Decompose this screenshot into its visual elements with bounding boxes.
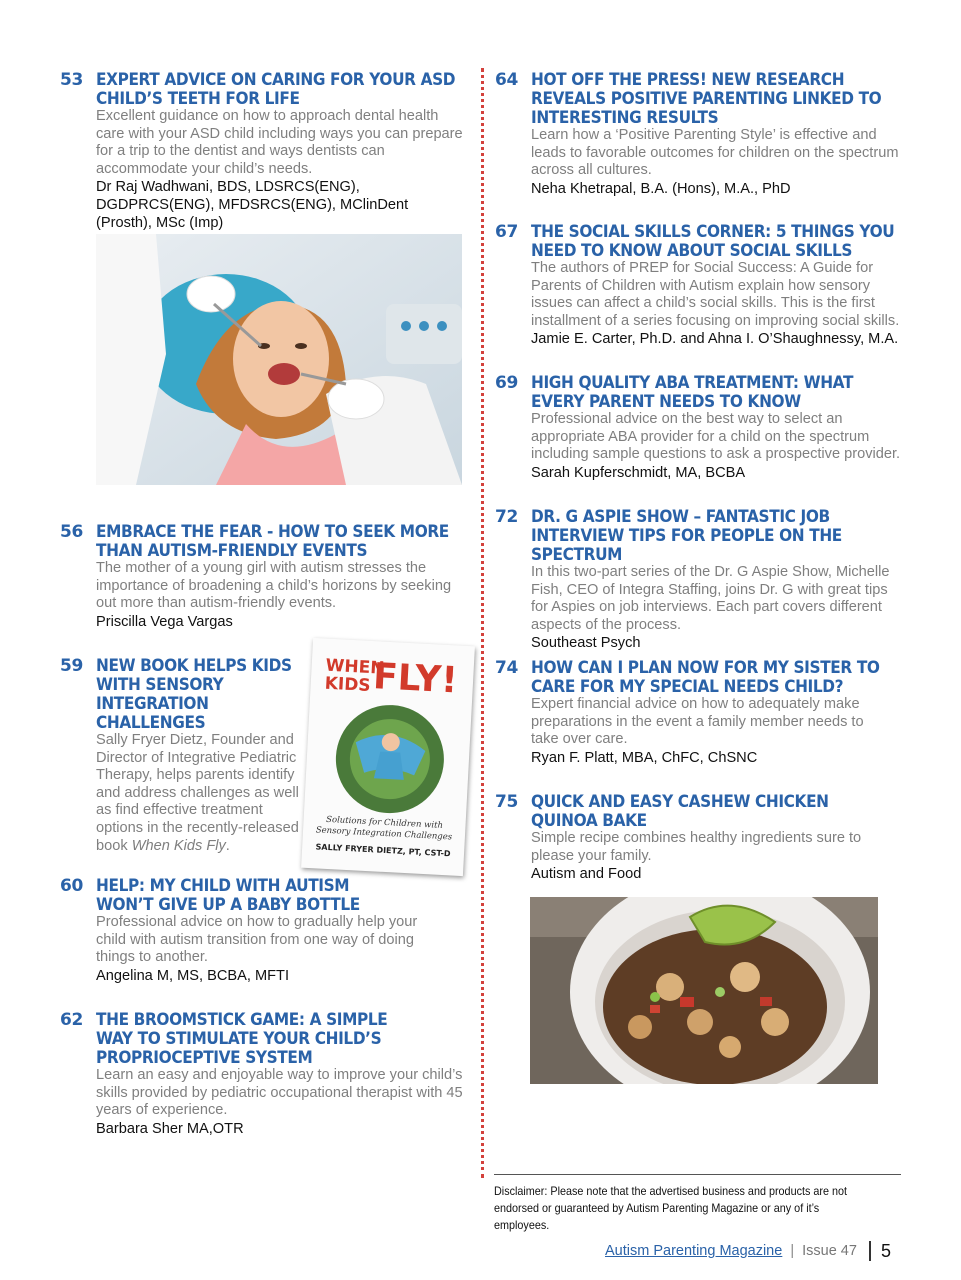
article-author: Barbara Sher MA,OTR <box>96 1120 244 1137</box>
book-author: SALLY FRYER DIETZ, PT, CST-D <box>315 842 451 859</box>
article-title[interactable]: EXPERT ADVICE ON CARING FOR YOUR ASD CHILD’S TEETH FOR LIFE <box>96 70 456 108</box>
page-number-ref: 59 <box>60 656 84 676</box>
article-author: Dr Raj Wadhwani, BDS, LDSRCS(ENG), DGDPRCS(ENG), MFDSRCS(ENG), MClinDent (Prosth), MSc (Imp) <box>96 179 409 231</box>
page-number: 5 <box>880 1240 891 1261</box>
article-description: In this two-part series of the Dr. G Aspie Show, Michelle Fish, CEO of Integra Staffing, joins Dr. G with great tips for Aspies on job interviews. Each part covers different aspects of the process. <box>531 564 890 633</box>
page-number-ref: 53 <box>60 70 84 90</box>
issue-label: Issue 47 <box>802 1243 857 1259</box>
article-title[interactable]: THE BROOMSTICK GAME: A SIMPLE WAY TO STIMULATE YOUR CHILD’S PROPRIOCEPTIVE SYSTEM <box>96 1010 388 1067</box>
page-bar <box>869 1241 871 1261</box>
page-number-ref: 62 <box>60 1010 84 1030</box>
page-number-ref: 67 <box>495 222 519 242</box>
article-title[interactable]: HOW CAN I PLAN NOW FOR MY SISTER TO CARE FOR MY SPECIAL NEEDS CHILD? <box>531 658 880 696</box>
book-title-fly: FLY! <box>372 656 459 702</box>
article-description: Expert financial advice on how to adequately make preparations in the event a family member needs to take over care. <box>531 696 864 748</box>
article-description: Learn how a ‘Positive Parenting Style’ is effective and leads to favorable outcomes for children on the spectrum across all cultures. <box>531 127 899 179</box>
article-title[interactable]: EMBRACE THE FEAR - HOW TO SEEK MORE THAN AUTISM-FRIENDLY EVENTS <box>96 522 449 560</box>
page-number-ref: 72 <box>495 507 519 527</box>
article-author: Sarah Kupferschmidt, MA, BCBA <box>531 464 746 481</box>
book-subtitle: Solutions for Children with Sensory Integration Challenges <box>315 814 453 843</box>
page-number-ref: 60 <box>60 876 84 896</box>
article-description: Professional advice on how to gradually help your child with autism transition from one way of doing things to another. <box>96 914 418 966</box>
disclaimer: Disclaimer: Please note that the advertised business and products are not endorsed or guaranteed by Autism Parenting Magazine or any of it’s employees. <box>494 1184 848 1232</box>
book-title-kids: KIDS <box>324 673 372 696</box>
article-description: Learn an easy and enjoyable way to improve your child’s skills provided by pediatric occupational therapist with 45 years of experience. <box>96 1067 463 1119</box>
footer-separator: | <box>790 1243 795 1259</box>
article-title[interactable]: NEW BOOK HELPS KIDS WITH SENSORY INTEGRATION CHALLENGES <box>96 656 292 732</box>
article-author: Angelina M, MS, BCBA, MFTI <box>96 967 290 984</box>
article-title[interactable]: HIGH QUALITY ABA TREATMENT: WHAT EVERY PARENT NEEDS TO KNOW <box>531 373 854 411</box>
book-cover[interactable] <box>301 638 475 876</box>
article-title[interactable]: THE SOCIAL SKILLS CORNER: 5 THINGS YOU NEED TO KNOW ABOUT SOCIAL SKILLS <box>531 222 895 260</box>
article-author: Autism and Food <box>531 866 642 883</box>
article-author: Jamie E. Carter, Ph.D. and Ahna I. O’Shaughnessy, M.A. <box>531 331 899 348</box>
dental-photo <box>96 234 462 485</box>
page-number-ref: 74 <box>495 658 519 678</box>
article-title[interactable]: HOT OFF THE PRESS! NEW RESEARCH REVEALS POSITIVE PARENTING LINKED TO INTERESTING RESULTS <box>531 70 882 127</box>
article-author: Priscilla Vega Vargas <box>96 613 233 630</box>
article-title[interactable]: DR. G ASPIE SHOW – FANTASTIC JOB INTERVIEW TIPS FOR PEOPLE ON THE SPECTRUM <box>531 507 842 564</box>
article-author: Neha Khetrapal, B.A. (Hons), M.A., PhD <box>531 180 791 197</box>
page-number-ref: 64 <box>495 70 519 90</box>
magazine-link[interactable]: Autism Parenting Magazine <box>605 1243 783 1259</box>
article-author: Southeast Psych <box>531 635 641 652</box>
article-description: The mother of a young girl with autism stresses the importance of broadening a child’s horizons by seeking out more than autism-friendly events. <box>96 560 452 612</box>
article-description: Excellent guidance on how to approach dental health care with your ASD child including ways you can prepare for a trip to the dentist and ways dentists can accommodate your child’s needs. <box>96 108 463 177</box>
book-photo <box>332 701 448 817</box>
food-photo <box>530 897 878 1084</box>
article-title[interactable]: QUICK AND EASY CASHEW CHICKEN QUINOA BAKE <box>531 792 829 830</box>
page-number-ref: 69 <box>495 373 519 393</box>
book-title-italic: When Kids Fly <box>131 837 226 854</box>
article-description: Professional advice on the best way to select an appropriate ABA provider for a child on the spectrum including sample questions to ask a prospective provider. <box>531 411 901 463</box>
page-number-ref: 75 <box>495 792 519 812</box>
article-description: The authors of PREP for Social Success: A Guide for Parents of Children with Autism explain how sensory issues can affect a child’s social skills. This is the first installment of a series focusing on improving social skills. <box>531 260 900 329</box>
book-title-when: WHEN <box>325 655 385 679</box>
page-number-ref: 56 <box>60 522 84 542</box>
article-description: Sally Fryer Dietz, Founder and Director of Integrative Pediatric Therapy, helps parents identify and address challenges as well as find effective treatment options in the recently-released book When Kids Fly. <box>96 732 299 854</box>
article-author: Ryan F. Platt, MBA, ChFC, ChSNC <box>531 749 758 766</box>
column-divider <box>481 68 484 1178</box>
page-footer <box>605 1240 891 1262</box>
footer-rule <box>494 1174 901 1175</box>
article-description: Simple recipe combines healthy ingredients sure to please your family. <box>531 830 862 864</box>
article-title[interactable]: HELP: MY CHILD WITH AUTISM WON’T GIVE UP A BABY BOTTLE <box>96 876 360 914</box>
